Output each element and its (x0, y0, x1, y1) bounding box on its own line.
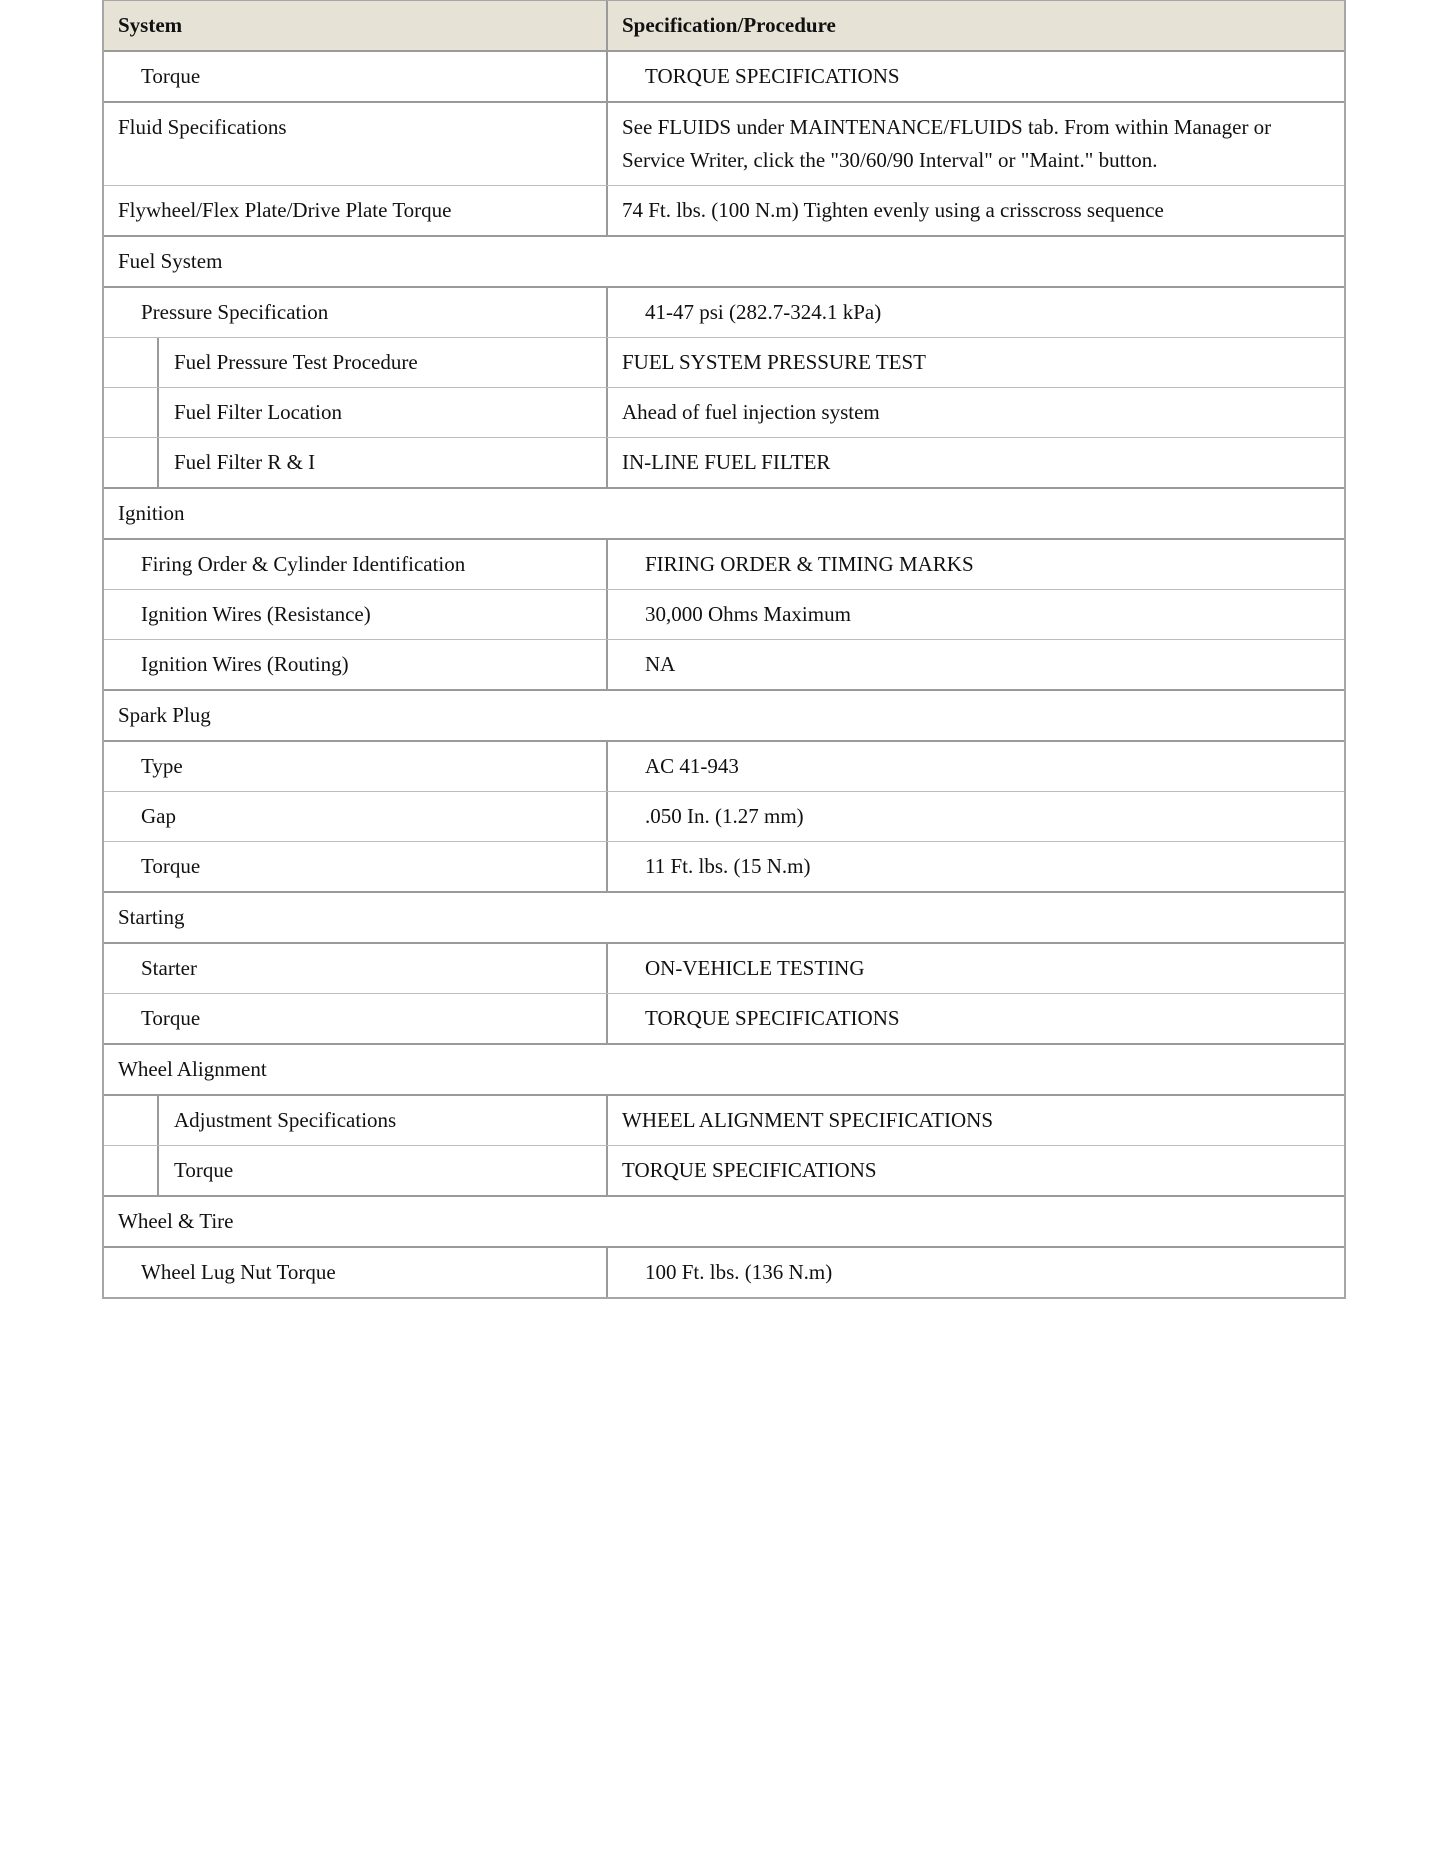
system-label: Type (104, 742, 608, 791)
table-row (104, 792, 1344, 842)
table-header-row (104, 1, 1344, 52)
table-row (104, 186, 1344, 237)
table-row (104, 1096, 1344, 1146)
spec-value: 11 Ft. lbs. (15 N.m) (645, 854, 811, 878)
spec-value: TORQUE SPECIFICATIONS (645, 64, 900, 88)
spec-value: TORQUE SPECIFICATIONS (645, 1006, 900, 1030)
table-row (104, 1248, 1344, 1297)
table-row (104, 438, 1344, 489)
system-label: Torque (104, 52, 608, 101)
table-row (104, 52, 1344, 103)
spec-value: FIRING ORDER & TIMING MARKS (645, 552, 974, 576)
section-title: Wheel & Tire (118, 1209, 234, 1233)
spec-value: IN-LINE FUEL FILTER (622, 450, 831, 474)
table-row (104, 742, 1344, 792)
indent-gutter-cell (104, 338, 159, 387)
section-title: Ignition (118, 501, 185, 525)
spec-value: Ahead of fuel injection system (622, 400, 880, 424)
system-label: Wheel Lug Nut Torque (104, 1248, 608, 1297)
spec-table (102, 0, 1346, 1299)
spec-value: WHEEL ALIGNMENT SPECIFICATIONS (622, 1108, 993, 1132)
indent-gutter-cell (104, 1146, 159, 1195)
spec-value: 41-47 psi (282.7-324.1 kPa) (645, 300, 882, 324)
spec-value: ON-VEHICLE TESTING (645, 956, 865, 980)
header-spec: Specification/Procedure (622, 13, 836, 37)
spec-value: .050 In. (1.27 mm) (645, 804, 804, 828)
system-label: Torque (104, 994, 608, 1043)
system-label: Fuel Filter Location (174, 400, 342, 424)
section-title: Fuel System (118, 249, 223, 273)
header-system: System (104, 1, 608, 50)
system-label: Pressure Specification (104, 288, 608, 337)
spec-value: FUEL SYSTEM PRESSURE TEST (622, 350, 926, 374)
table-row (104, 288, 1344, 338)
system-cell (104, 338, 608, 387)
section-title: Spark Plug (118, 703, 211, 727)
system-label: Fuel Filter R & I (174, 450, 316, 474)
spec-value: 100 Ft. lbs. (136 N.m) (645, 1260, 833, 1284)
spec-value: TORQUE SPECIFICATIONS (622, 1158, 877, 1182)
system-cell (104, 438, 608, 487)
system-label: Starter (104, 944, 608, 993)
table-row (104, 842, 1344, 893)
section-title: Wheel Alignment (118, 1057, 267, 1081)
spec-value: 30,000 Ohms Maximum (645, 602, 851, 626)
system-label: Ignition Wires (Resistance) (104, 590, 608, 639)
section-row (104, 1197, 1344, 1248)
table-body (104, 52, 1344, 1297)
system-label: Ignition Wires (Routing) (104, 640, 608, 689)
table-row (104, 590, 1344, 640)
system-cell (104, 1146, 608, 1195)
system-label: Torque (104, 842, 608, 891)
system-label: Flywheel/Flex Plate/Drive Plate Torque (104, 186, 608, 235)
indent-gutter-cell (104, 388, 159, 437)
system-cell (104, 1096, 608, 1145)
section-title: Starting (118, 905, 185, 929)
system-label: Adjustment Specifications (174, 1108, 397, 1132)
table-row (104, 944, 1344, 994)
table-row (104, 994, 1344, 1045)
system-cell (104, 388, 608, 437)
spec-value: 74 Ft. lbs. (100 N.m) Tighten evenly using a crisscross sequence (622, 198, 1164, 222)
indent-gutter-cell (104, 1096, 159, 1145)
table-row (104, 338, 1344, 388)
spec-value: NA (645, 652, 676, 676)
table-row (104, 540, 1344, 590)
system-label: Fuel Pressure Test Procedure (174, 350, 418, 374)
table-row (104, 640, 1344, 691)
system-label: Torque (174, 1158, 234, 1182)
section-row (104, 1045, 1344, 1096)
section-row (104, 489, 1344, 540)
section-row (104, 893, 1344, 944)
table-row (104, 388, 1344, 438)
section-row (104, 691, 1344, 742)
section-row (104, 237, 1344, 288)
indent-gutter-cell (104, 438, 159, 487)
system-label: Gap (104, 792, 608, 841)
system-label: Firing Order & Cylinder Identification (104, 540, 608, 589)
system-label: Fluid Specifications (104, 103, 608, 185)
table-row (104, 103, 1344, 186)
spec-value: See FLUIDS under MAINTENANCE/FLUIDS tab. From within Manager or Service Writer, click the "30/60/90 Interval" or "Maint." button. (622, 115, 1272, 172)
spec-value: AC 41-943 (645, 754, 739, 778)
table-row (104, 1146, 1344, 1197)
